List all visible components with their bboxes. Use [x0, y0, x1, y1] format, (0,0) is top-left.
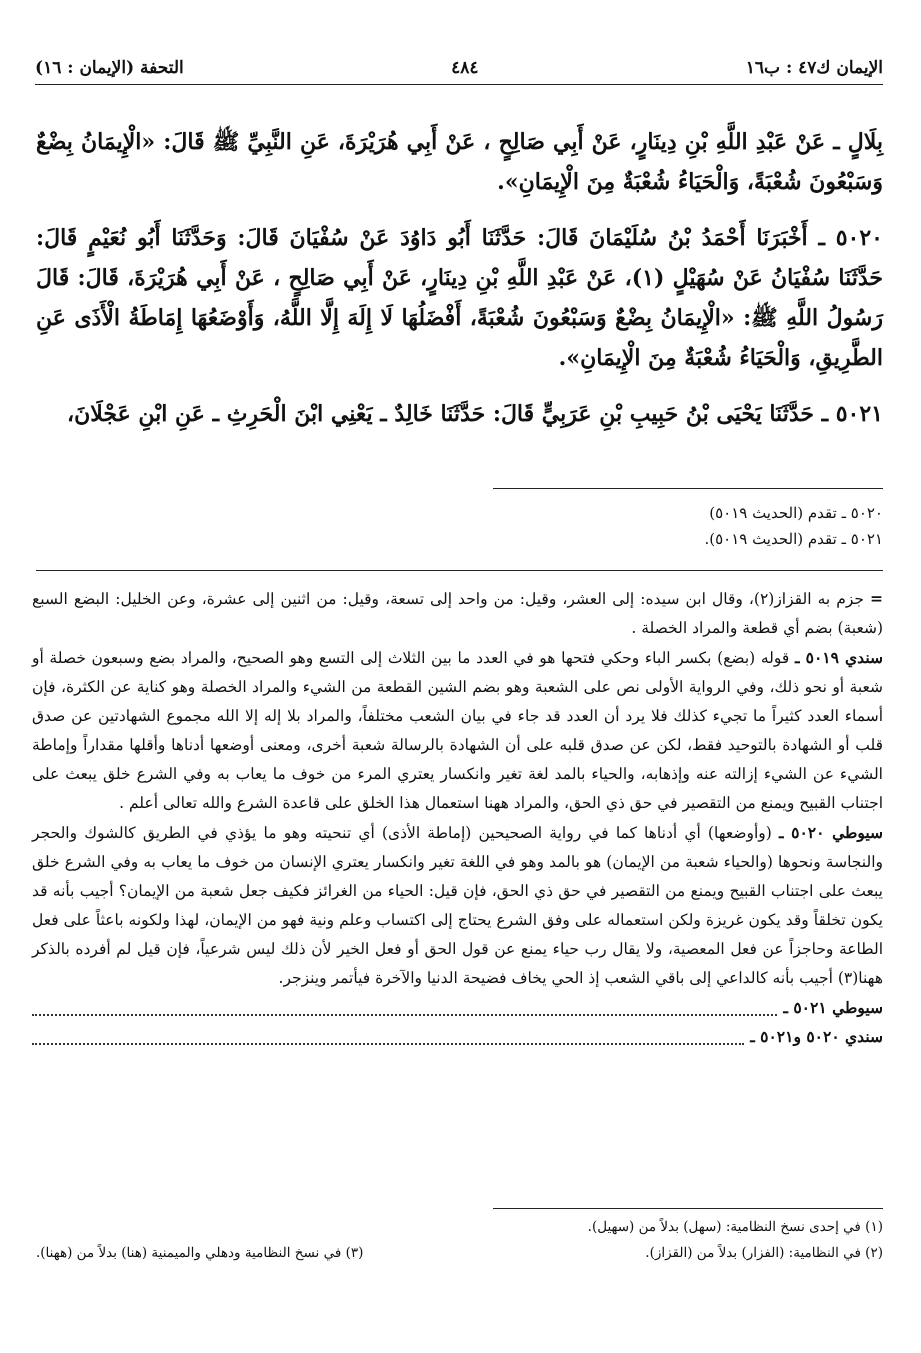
- footnote-3: (٣) في نسخ النظامية ودهلي والميمنية (هنا) بدلاً من (ههنا).: [36, 1245, 364, 1261]
- continuation-mark: =: [869, 589, 883, 608]
- divider: [36, 570, 883, 571]
- commentary-suyuti-5021: [32, 993, 883, 1022]
- dotted-leader: [32, 1000, 777, 1016]
- footnote-row: [36, 1214, 883, 1240]
- commentary-head: سندي ٥٠١٩ ـ: [794, 648, 883, 667]
- divider: [493, 1208, 883, 1209]
- commentary-sindi-5019: سندي ٥٠١٩ ـ قوله (بضع) بكسر الباء وحكي فتحها هو في العدد ما بين الثلاث إلى التسع وهو الصحيح، والمراد بضع وسبعون خصلة أو شعبة أو نحو ذلك، وفي الرواية الأولى نص على الشعبة وهو بضم الشين القطعة من الشيء والمراد الخصلة وهو كناية عن الكثرة، فإن أسماء العدد كثيراً ما تجيء كذلك فلا يرد أن العدد قد جاء في بيان الشعب مختلفاً، والمراد بلا إله إلا الله مجموع الشهادتين عن صدق قلب أو الشهادة بالتوحيد فقط، لكن عن صدق قلبه على أن الشهادة بالرسالة شعبة أخرى، ومعنى أوضعها أدناها وأقلها مقداراً وإماطة الشيء عن الشيء إزالته عنه وإذهابه، والحياء بالمد لغة تغير وانكسار يعتري المرء من خوف ما يعاب به وفي الشرع خلق يبعث على اجتناب القبيح ويمنع من التقصير في حق ذي الحق، والمراد ههنا استعمال هذا الخلق على قاعدة الشرع والله تعالى أعلم .: [32, 648, 883, 812]
- hadith-5020: ٥٠٢٠ ـ أَخْبَرَنَا أَحْمَدُ بْنُ سُلَيْمَانَ قَالَ: حَدَّثَنَا أَبُو دَاوُدَ عَنْ سُفْيَانَ قَالَ: وَحَدَّثَنَا أَبُو نُعَيْمٍ قَالَ: حَدَّثَنَا سُفْيَانُ عَنْ سُهَيْلٍ (١)، عَنْ عَبْدِ اللَّهِ بْنِ دِينَارٍ، عَنْ أَبِي صَالِحٍ ، عَنْ أَبِي هُرَيْرَةَ، قَالَ: قَالَ رَسُولُ اللَّهِ ﷺ: «الْإِيمَانُ بِضْعٌ وَسَبْعُونَ شُعْبَةً، أَفْضَلُهَا لَا إِلَهَ إِلَّا اللَّهُ، وَأَوْضَعُهَا إِمَاطَةُ الْأَذَى عَنِ الطَّرِيقِ، وَالْحَيَاءُ شُعْبَةٌ مِنَ الْإِيمَانِ».: [36, 225, 883, 371]
- commentary: [32, 584, 883, 1051]
- divider: [493, 488, 883, 489]
- running-header: [35, 52, 883, 85]
- commentary-continuation: =جزم به القزاز(٢)، وقال ابن سيده: إلى العشر، وقيل: من واحد إلى تسعة، وقيل: من اثنين إلى عشرة، وعن الخليل: البضع السبع (شعبة) بضم أي قطعة والمراد الخصلة .: [32, 589, 883, 637]
- cross-references: [300, 500, 883, 552]
- commentary-suyuti-5020: سيوطي ٥٠٢٠ ـ (وأوضعها) أي أدناها كما في رواية الصحيحين (إماطة الأذى) أي تنحيته وهو ما يؤذي في الطريق كالشوك والحجر والنجاسة ونحوها (والحياء شعبة من الإيمان) هو بالمد وهو في اللغة تغير وانكسار يعتري الإنسان من خوف ما يعاب به وفي الشرع خلق يبعث على اجتناب القبيح ويمنع من التقصير في حق ذي الحق، فإن قيل: الحياء من الغرائز فكيف جعل شعبة من الإيمان؟ أجيب بأنه قد يكون تخلقاً وقد يكون غريزة ولكن استعماله على وفق الشرع يحتاج إلى اكتساب وعلم ونية فهو من الإيمان، لهذا ولكونه باعثاً على فعل الطاعة وحاجزاً عن فعل المعصية، ولا يقال رب حياء يمنع عن قول الحق أو فعل الخير لأن ذلك ليس شرعياً، فإن قيل لم أفرده بالذكر ههنا(٣) أجيب بأنه كالداعي إلى باقي الشعب إذ الحي يخاف فضيحة الدنيا والآخرة فيأتمر وينزجر.: [32, 823, 884, 987]
- footnotes: [36, 1214, 883, 1266]
- commentary-head: سيوطي ٥٠٢١ ـ: [783, 998, 883, 1017]
- footnote-row: [36, 1240, 883, 1266]
- page-number: ٤٨٤: [451, 58, 479, 78]
- footnote-1: (١) في إحدى نسخ النظامية: (سهل) بدلاً من (سهيل).: [587, 1219, 883, 1235]
- hadith-5021: ٥٠٢١ ـ حَدَّثَنَا يَحْيَى بْنُ حَبِيبِ بْنِ عَرَبِيٍّ قَالَ: حَدَّثَنَا خَالِدٌ ـ يَعْنِي ابْنَ الْحَرِثِ ـ عَنِ ابْنِ عَجْلَانَ،: [67, 401, 883, 427]
- commentary-head: سيوطي ٥٠٢٠ ـ: [778, 823, 884, 842]
- ref-5021: ٥٠٢١ ـ تقدم (الحديث ٥٠١٩).: [704, 530, 883, 548]
- commentary-head: سندي ٥٠٢٠ و٥٠٢١ ـ: [750, 1027, 883, 1046]
- commentary-sindi-5020-5021: [32, 1022, 883, 1051]
- hadith-text: [36, 122, 883, 450]
- hadith-continuation: بِلَالٍ ـ عَنْ عَبْدِ اللَّهِ بْنِ دِينَارٍ، عَنْ أَبِي صَالِحٍ ، عَنْ أَبِي هُرَيْرَةَ، عَنِ النَّبِيِّ ﷺ قَالَ: «الْإِيمَانُ بِضْعٌ وَسَبْعُونَ شُعْبَةً، وَالْحَيَاءُ شُعْبَةٌ مِنَ الْإِيمَانِ».: [36, 129, 883, 195]
- header-chapter: الإيمان ك٤٧ : ب١٦: [745, 58, 883, 78]
- footnote-2: (٢) في النظامية: (الفزار) بدلاً من (القزاز).: [645, 1245, 883, 1261]
- header-reference: التحفة (الإيمان : ١٦): [35, 58, 184, 78]
- dotted-leader: [32, 1029, 744, 1045]
- ref-5020: ٥٠٢٠ ـ تقدم (الحديث ٥٠١٩): [709, 504, 883, 522]
